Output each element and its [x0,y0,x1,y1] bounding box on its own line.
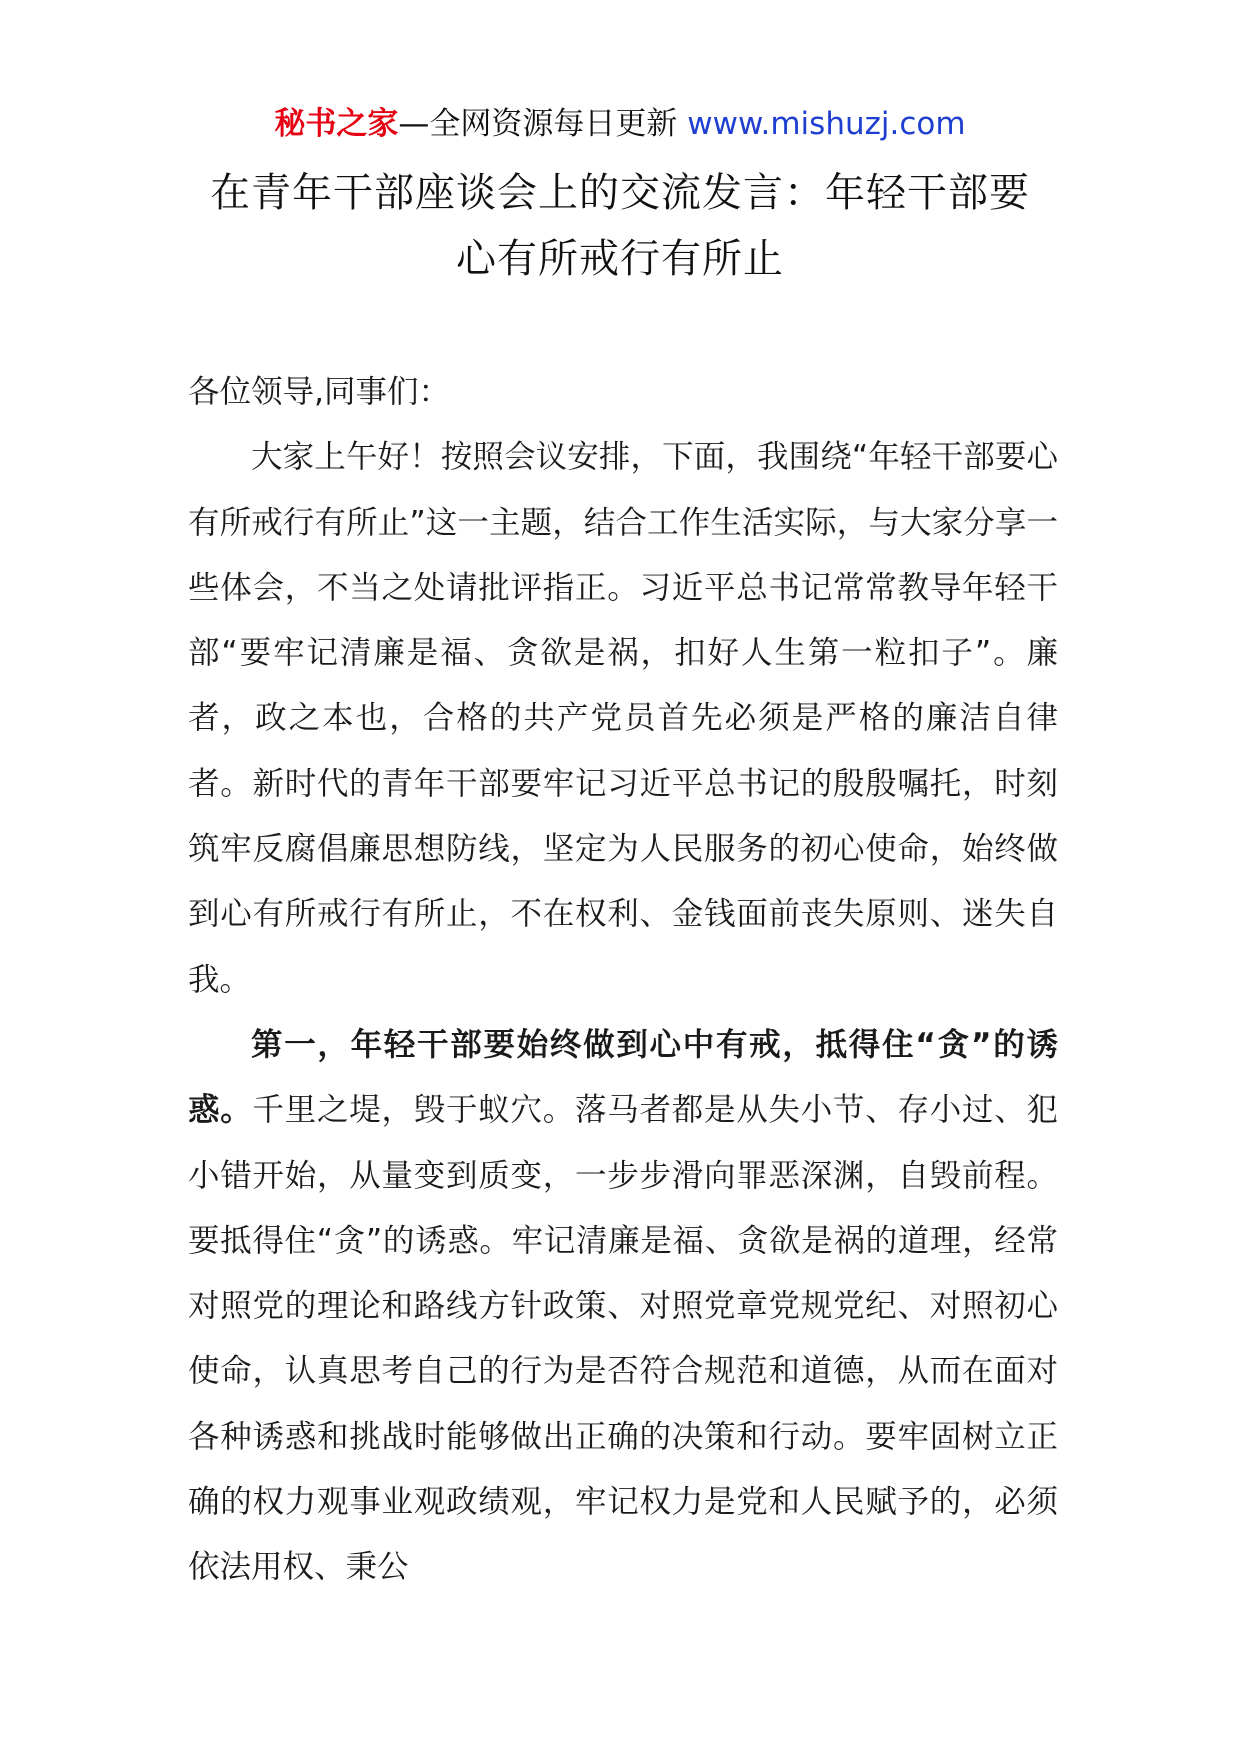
paragraph-first-point [188,1013,1058,1601]
paragraph-lead: 第一，年轻干部要始终做到心中有戒，抵得住“贪”的诱惑。 [188,1026,1058,1129]
salutation: 各位领导,同事们： [188,374,451,410]
document-body [188,360,1058,1601]
paragraph-first-point-body: 千里之堤，毁于蚁穴。落马者都是从失小节、存小过、犯小错开始，从量变到质变，一步步滑向罪恶深渊，自毁前程。要抵得住“贪”的诱惑。牢记清廉是福、贪欲是祸的道理，经常对照党的理论和路线方针政策、对照党章党规党纪、对照初心使命，认真思考自己的行为是否符合规范和道德，从而在面对各种诱惑和挑战时能够做出正确的决策和行动。要牢固树立正确的权力观事业观政绩观，牢记权力是党和人民赋予的，必须依法用权、秉公 [188,1092,1058,1586]
paragraph-intro: 大家上午好！按照会议安排，下面，我围绕“年轻干部要心有所戒行有所止”这一主题，结合工作生活实际，与大家分享一些体会，不当之处请批评指正。习近平总书记常常教导年轻干部“要牢记清廉是福、贪欲是祸，扣好人生第一粒扣子”。廉者，政之本也，合格的共产党员首先必须是严格的廉洁自律者。新时代的青年干部要牢记习近平总书记的殷殷嘱托，时刻筑牢反腐倡廉思想防线，坚定为人民服务的初心使命，始终做到心有所戒行有所止，不在权利、金钱面前丧失原则、迷失自我。 [188,439,1058,998]
title-line-2: 心有所戒行有所止 [456,236,784,282]
site-header [0,102,1240,146]
brand-name: 秘书之家 [274,106,399,142]
document-title [120,160,1120,292]
site-url: www.mishuzj.com [687,106,966,142]
header-tagline: —全网资源每日更新 [398,106,688,142]
title-line-1: 在青年干部座谈会上的交流发言：年轻干部要 [210,170,1030,216]
